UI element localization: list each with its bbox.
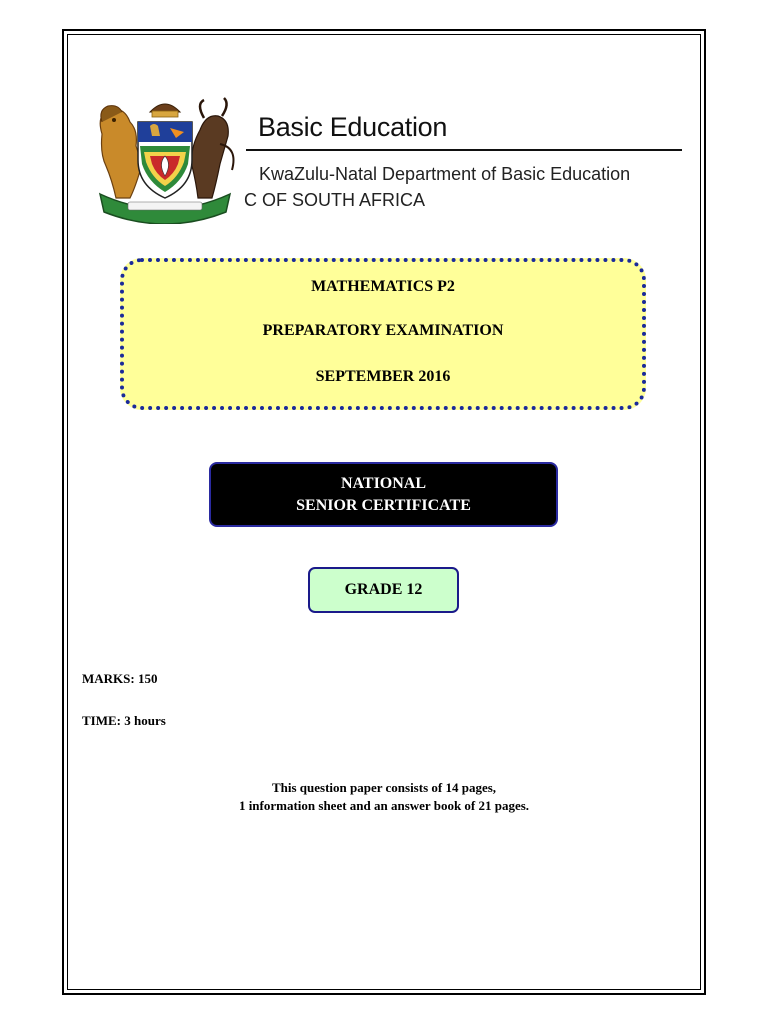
certificate-banner	[209, 462, 558, 527]
exam-type: PREPARATORY EXAMINATION	[262, 322, 504, 339]
country-name-fragment: C OF SOUTH AFRICA	[244, 190, 426, 210]
exam-title-box	[120, 258, 646, 410]
grade-badge: GRADE 12	[308, 567, 459, 613]
header-divider	[246, 149, 682, 151]
page-count-note-line-1: This question paper consists of 14 pages,	[271, 780, 497, 795]
certificate-line-1: NATIONAL	[340, 475, 427, 492]
exam-subject: MATHEMATICS P2	[311, 278, 455, 295]
time-label: TIME: 3 hours	[82, 713, 166, 728]
marks-label: MARKS: 150	[82, 671, 158, 686]
department-title: Basic Education	[258, 112, 448, 142]
exam-date: SEPTEMBER 2016	[315, 368, 451, 385]
page-count-note-line-2: 1 information sheet and an answer book of 21 pages.	[238, 798, 530, 813]
coat-of-arms-emblem	[92, 94, 238, 224]
department-subtitle: KwaZulu-Natal Department of Basic Education	[259, 164, 631, 184]
certificate-line-2: SENIOR CERTIFICATE	[296, 497, 471, 514]
